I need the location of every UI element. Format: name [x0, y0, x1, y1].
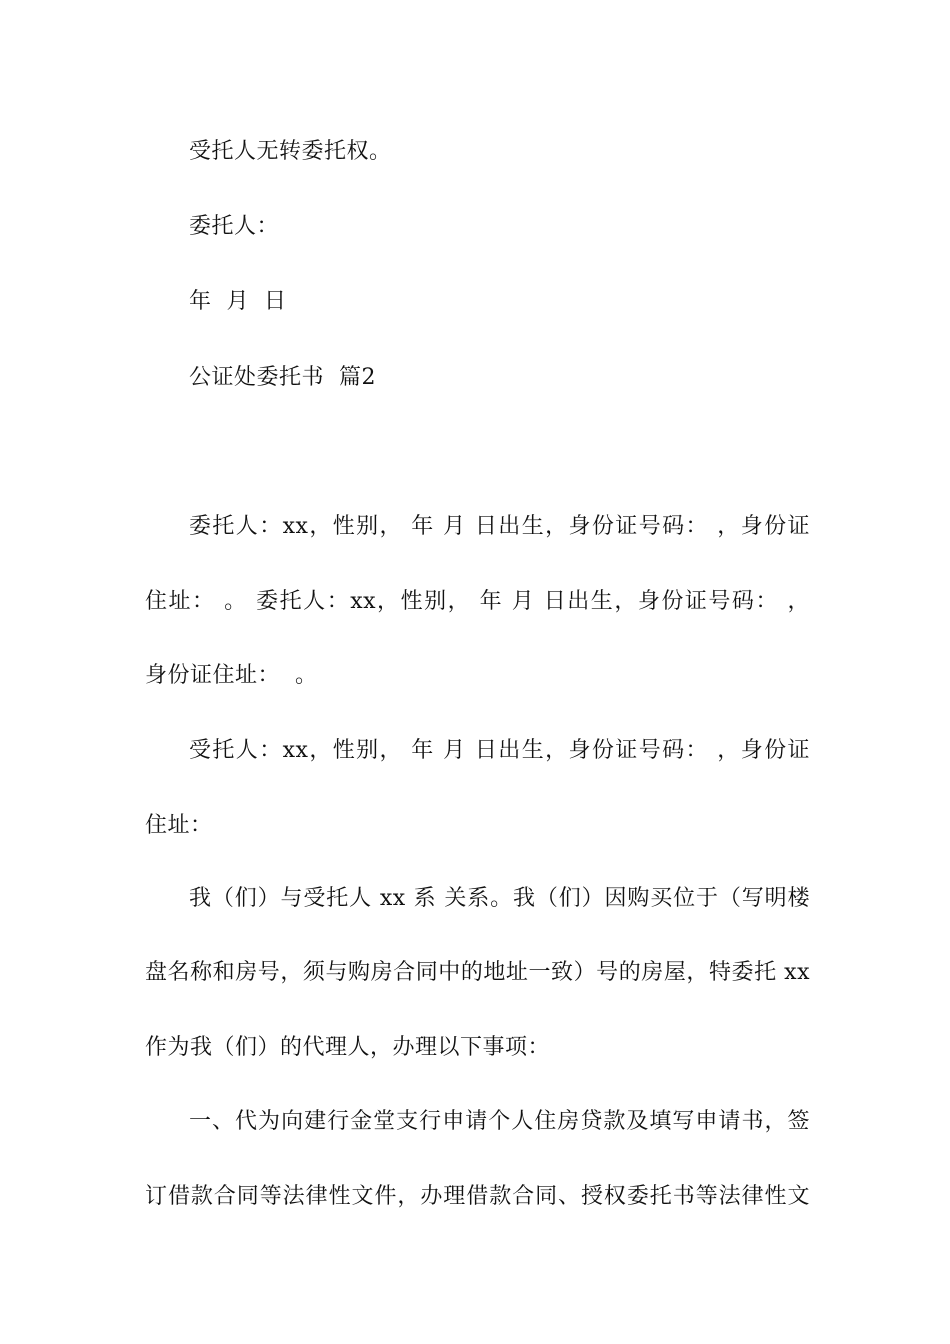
text-line-item-one-2: 订借款合同等法律性文件，办理借款合同、授权委托书等法律性文	[145, 1184, 810, 1209]
text-line-relationship-2: 盘名称和房号，须与购房合同中的地址一致）号的房屋，特委托 xx	[145, 960, 810, 985]
text-line-item-one-1: 一、代为向建行金堂支行申请个人住房贷款及填写申请书，签	[189, 1109, 810, 1134]
text-line-agent-info-1: 受托人：xx，性别， 年 月 日出生，身份证号码： ，身份证	[189, 738, 810, 763]
text-line-principal-info-2: 住址： 。 委托人：xx，性别， 年 月 日出生，身份证号码： ，	[145, 589, 810, 614]
text-line-principal-info-3: 身份证住址： 。	[145, 663, 318, 688]
section-heading: 公证处委托书 篇2	[189, 365, 376, 390]
text-line-principal-info-1: 委托人：xx，性别， 年 月 日出生，身份证号码： ，身份证	[189, 514, 810, 539]
text-line-agent-info-2: 住址：	[145, 813, 213, 838]
text-line-relationship-3: 作为我（们）的代理人，办理以下事项：	[145, 1035, 551, 1060]
text-line-principal-label: 委托人：	[189, 214, 280, 239]
text-line-date-blank: 年 月 日	[189, 289, 287, 314]
text-line-no-subdelegation: 受托人无转委托权。	[189, 139, 392, 164]
text-line-relationship-1: 我（们）与受托人 xx 系 关系。我（们）因购买位于（写明楼	[189, 886, 810, 911]
